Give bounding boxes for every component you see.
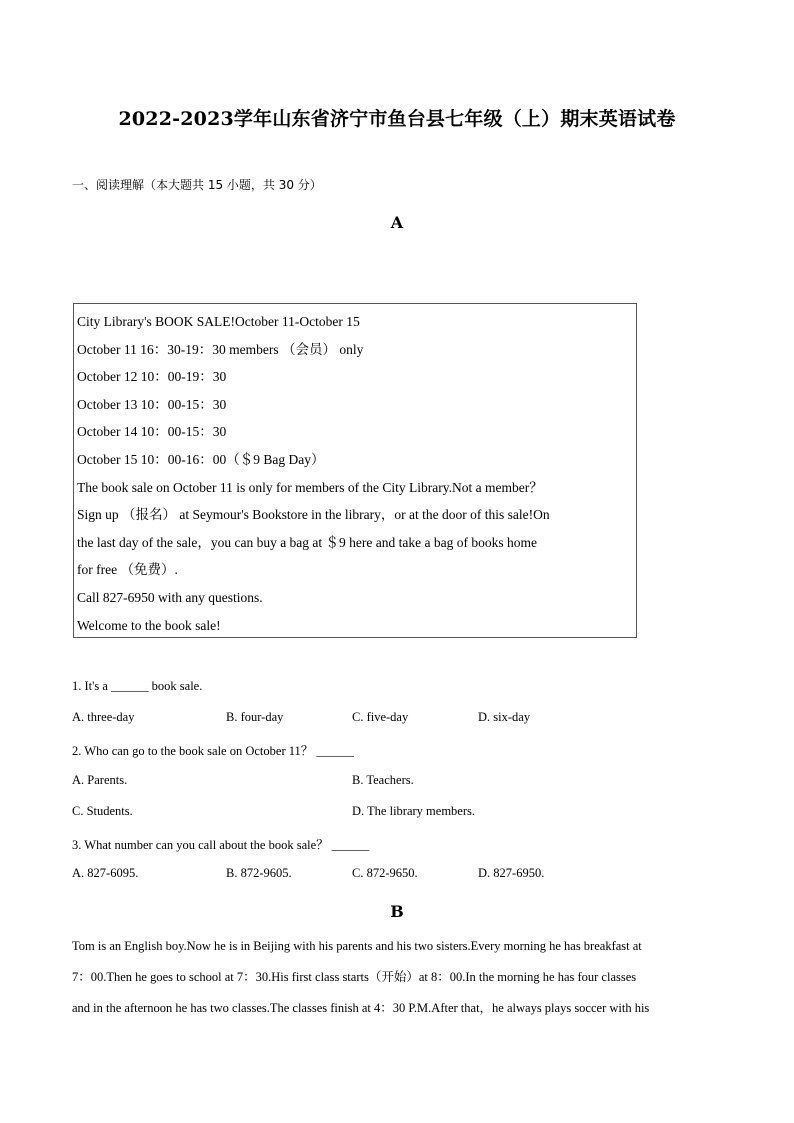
notice-line: October 13 10：00-15：30 [77, 396, 227, 412]
question-3-option-c[interactable]: C. 872-9650. [352, 866, 418, 880]
notice-box [73, 303, 637, 638]
notice-line: the last day of the sale，you can buy a bag at ＄9 here and take a bag of books home [77, 534, 537, 550]
notice-line: Call 827-6950 with any questions. [77, 589, 263, 605]
page-title: 2022-2023学年山东省济宁市鱼台县七年级（上）期末英语试卷 [118, 108, 676, 130]
notice-line: Welcome to the book sale! [77, 617, 221, 633]
question-2-option-b[interactable]: B. Teachers. [352, 773, 414, 787]
notice-line: October 14 10：00-15：30 [77, 424, 227, 440]
passage-b-line: and in the afternoon he has two classes.The classes finish at 4：30 P.M.After that，he always plays soccer with his [72, 1001, 650, 1015]
question-3-option-b[interactable]: B. 872-9605. [226, 866, 292, 880]
question-1-option-a[interactable]: A. three-day [72, 710, 135, 724]
passage-b-letter: B [390, 902, 404, 921]
notice-line: October 12 10：00-19：30 [77, 369, 227, 385]
question-1-option-b[interactable]: B. four-day [226, 710, 284, 724]
passage-b-text [72, 931, 724, 1024]
question-2-option-c[interactable]: C. Students. [72, 804, 133, 818]
notice-line: October 11 16：30-19：30 members （会员） only [77, 341, 364, 357]
notice-line: City Library's BOOK SALE!October 11-October 15 [77, 314, 360, 329]
notice-line: for free （免费）. [77, 562, 178, 578]
question-2-option-d[interactable]: D. The library members. [352, 804, 475, 818]
question-1-option-c[interactable]: C. five-day [352, 710, 409, 724]
question-1-option-d[interactable]: D. six-day [478, 710, 531, 724]
notice-line: October 15 10：00-16：00（＄9 Bag Day） [77, 451, 325, 467]
notice-line: Sign up （报名） at Seymour's Bookstore in the library，or at the door of this sale!On [77, 507, 550, 523]
question-3-stem: 3. What number can you call about the book sale？ ______ [72, 838, 370, 852]
passage-b-line: Tom is an English boy.Now he is in Beijing with his parents and his two sisters.Every morning he has breakfast at [72, 939, 642, 953]
question-2-stem: 2. Who can go to the book sale on October 11？ ______ [72, 744, 354, 758]
passage-b-line: 7：00.Then he goes to school at 7：30.His first class starts（开始）at 8：00.In the morning he has four classes [72, 970, 637, 984]
question-2-option-a[interactable]: A. Parents. [72, 773, 128, 787]
question-3-option-a[interactable]: A. 827-6095. [72, 866, 139, 880]
question-1-stem: 1. It's a ______ book sale. [72, 679, 203, 693]
section-heading: 一、阅读理解（本大题共 15 小题，共 30 分） [72, 178, 322, 192]
question-3-option-d[interactable]: D. 827-6950. [478, 866, 545, 880]
passage-a-letter: A [390, 213, 404, 232]
notice-line: The book sale on October 11 is only for members of the City Library.Not a member？ [77, 479, 543, 495]
